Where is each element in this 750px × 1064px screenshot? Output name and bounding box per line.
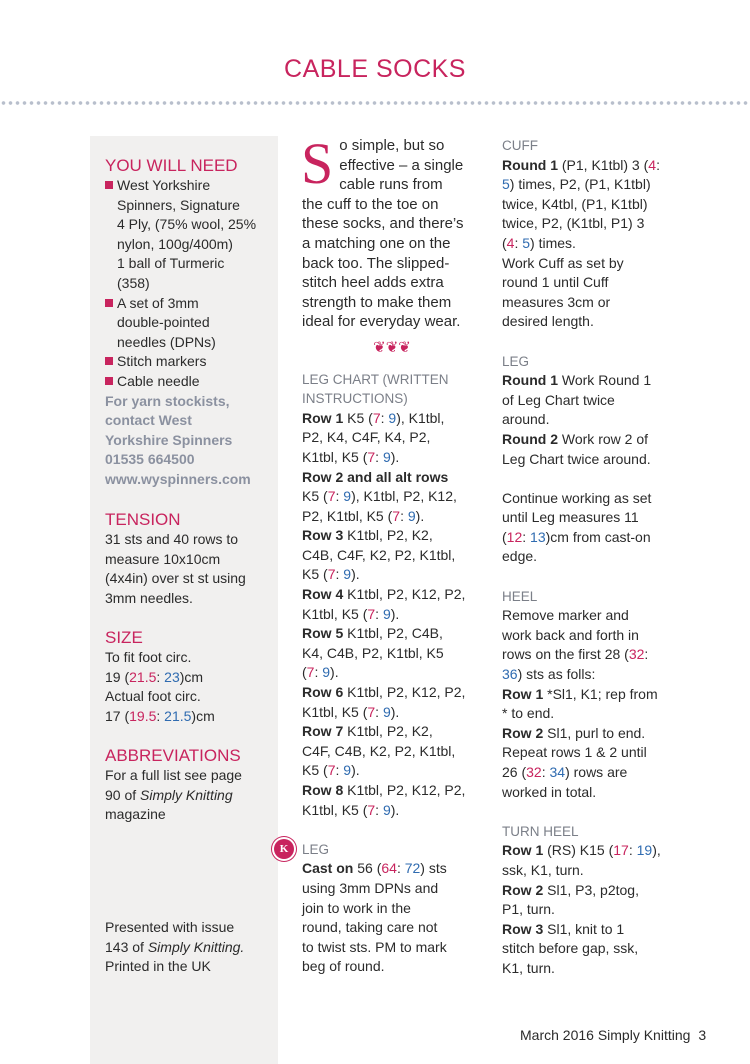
leg-cast-on-section: K LEG Cast on 56 (64: 72) sts using 3mm DPNs and join to work in the round, taking care not to twist sts. PM to mark beg of round. <box>302 840 482 977</box>
leg-chart-row-8: Row 8 K1tbl, P2, K12, P2, K1tbl, K5 (7: 9). <box>302 782 466 818</box>
heel-repeat: Repeat rows 1 & 2 until 26 (32: 34) rows are worked in total. <box>502 744 647 800</box>
leg-chart-row-4: Row 4 K1tbl, P2, K12, P2, K1tbl, K5 (7: 9). <box>302 586 466 622</box>
ornament-icon: ❦❦❦ <box>373 338 411 356</box>
size-section: SIZE To fit foot circ. 19 (21.5: 23)cm Actual foot circ. 17 (19.5: 21.5)cm <box>105 628 275 726</box>
cuff-heading: CUFF <box>502 138 538 153</box>
leg-round-1: Round 1 Work Round 1 of Leg Chart twice around. <box>502 372 652 428</box>
abbreviations-heading: ABBREVIATIONS <box>105 746 241 765</box>
leg-chart-row-6: Row 6 K1tbl, P2, K12, P2, K1tbl, K5 (7: 9). <box>302 684 466 720</box>
leg-chart-row-5: Row 5 K1tbl, P2, C4B, K4, C4B, P2, K1tbl, K5 (7: 9). <box>302 625 444 681</box>
turn-heel-row-3: Row 3 Sl1, knit to 1 stitch before gap, ssk, K1, turn. <box>502 920 639 976</box>
leg-chart-heading: LEG CHART (WRITTEN INSTRUCTIONS) <box>302 371 449 407</box>
leg-chart-row-7: Row 7 K1tbl, P2, K2, C4F, C4B, K2, P2, K1tbl, K5 (7: 9). <box>302 723 456 779</box>
bullet-icon <box>105 294 117 353</box>
tension-section: TENSION 31 sts and 40 rows to measure 10x10cm (4x4in) over st st using 3mm needles. <box>105 510 275 608</box>
cuff-continue: Work Cuff as set by round 1 until Cuff measures 3cm or desired length. <box>502 254 624 330</box>
heel-row-1: Row 1 *Sl1, K1; rep from * to end. <box>502 685 658 722</box>
leg-chart-row-3: Row 3 K1tbl, P2, K2, C4B, C4F, K2, P2, K1tbl, K5 (7: 9). <box>302 527 456 583</box>
tension-heading: TENSION <box>105 510 181 529</box>
bullet-icon <box>105 352 117 372</box>
leg-heading: LEG <box>302 841 330 857</box>
stockists-note: For yarn stockists, contact West Yorkshire Spinners 01535 664500 www.wyspinners.com <box>105 392 251 487</box>
list-item: Stitch markers <box>105 352 275 372</box>
you-will-need-heading: YOU WILL NEED <box>105 156 238 175</box>
leg-round-2: Round 2 Work row 2 of Leg Chart twice around. <box>502 430 651 467</box>
leg-chart-row-2: Row 2 and all alt rows K5 (7: 9), K1tbl, P2, K12, P2, K1tbl, K5 (7: 9). <box>302 468 457 524</box>
list-item: Cable needle <box>105 372 275 392</box>
heel-heading: HEEL <box>502 588 538 604</box>
size-heading: SIZE <box>105 628 143 647</box>
presented-note: Presented with issue 143 of Simply Knitting. Printed in the UK <box>105 919 245 975</box>
middle-column <box>279 131 482 977</box>
list-item: A set of 3mm double-pointed needles (DPNs) <box>105 294 275 353</box>
leg-continue: Continue working as set until Leg measures 11 (12: 13)cm from cast-on edge. <box>502 489 652 565</box>
page-footer <box>520 1027 706 1043</box>
turn-heel-row-2: Row 2 Sl1, P3, p2tog, P1, turn. <box>502 881 639 918</box>
turn-heel-heading: TURN HEEL <box>502 823 579 839</box>
footer-text: March 2016 Simply Knitting <box>520 1027 691 1043</box>
bullet-icon <box>105 176 117 294</box>
heel-row-2: Row 2 Sl1, purl to end. <box>502 724 646 741</box>
k-badge-icon: K <box>274 839 294 859</box>
leg-heading-2: LEG <box>502 353 530 369</box>
page-title: CABLE SOCKS <box>284 55 466 83</box>
cuff-round-1: Round 1 (P1, K1tbl) 3 (4: 5) times, P2, (P1, K1tbl) twice, K4tbl, (P1, K1tbl) twice, P2, (K1tbl, P1) 3 (4: 5) times. <box>502 156 660 251</box>
heel-intro: Remove marker and work back and forth in rows on the first 28 (32: 36) sts as folls: <box>502 607 649 683</box>
drop-cap: S <box>301 131 334 196</box>
turn-heel-row-1: Row 1 (RS) K15 (17: 19), ssk, K1, turn. <box>502 842 661 878</box>
leg-chart-row-1: Row 1 K5 (7: 9), K1tbl, P2, K4, C4F, K4, P2, K1tbl, K5 (7: 9). <box>302 409 445 465</box>
list-item: West Yorkshire Spinners, Signature 4 Ply, (75% wool, 25% nylon, 100g/400m) 1 ball of Turmeric (358) <box>105 176 275 294</box>
abbreviations-section: ABBREVIATIONS For a full list see page 90 of Simply Knitting magazine <box>105 746 275 825</box>
intro-paragraph: S o simple, but so effective – a single cable runs from the cuff to the toe on these socks, and there’s a matching one on the back too. The slipped- stitch heel adds extra strength to make them ideal for everyday wear. <box>301 131 464 331</box>
right-column <box>502 136 682 979</box>
page-number: 3 <box>698 1027 707 1043</box>
dotted-divider <box>0 100 750 106</box>
bullet-icon <box>105 372 117 392</box>
you-will-need-section <box>105 156 275 490</box>
